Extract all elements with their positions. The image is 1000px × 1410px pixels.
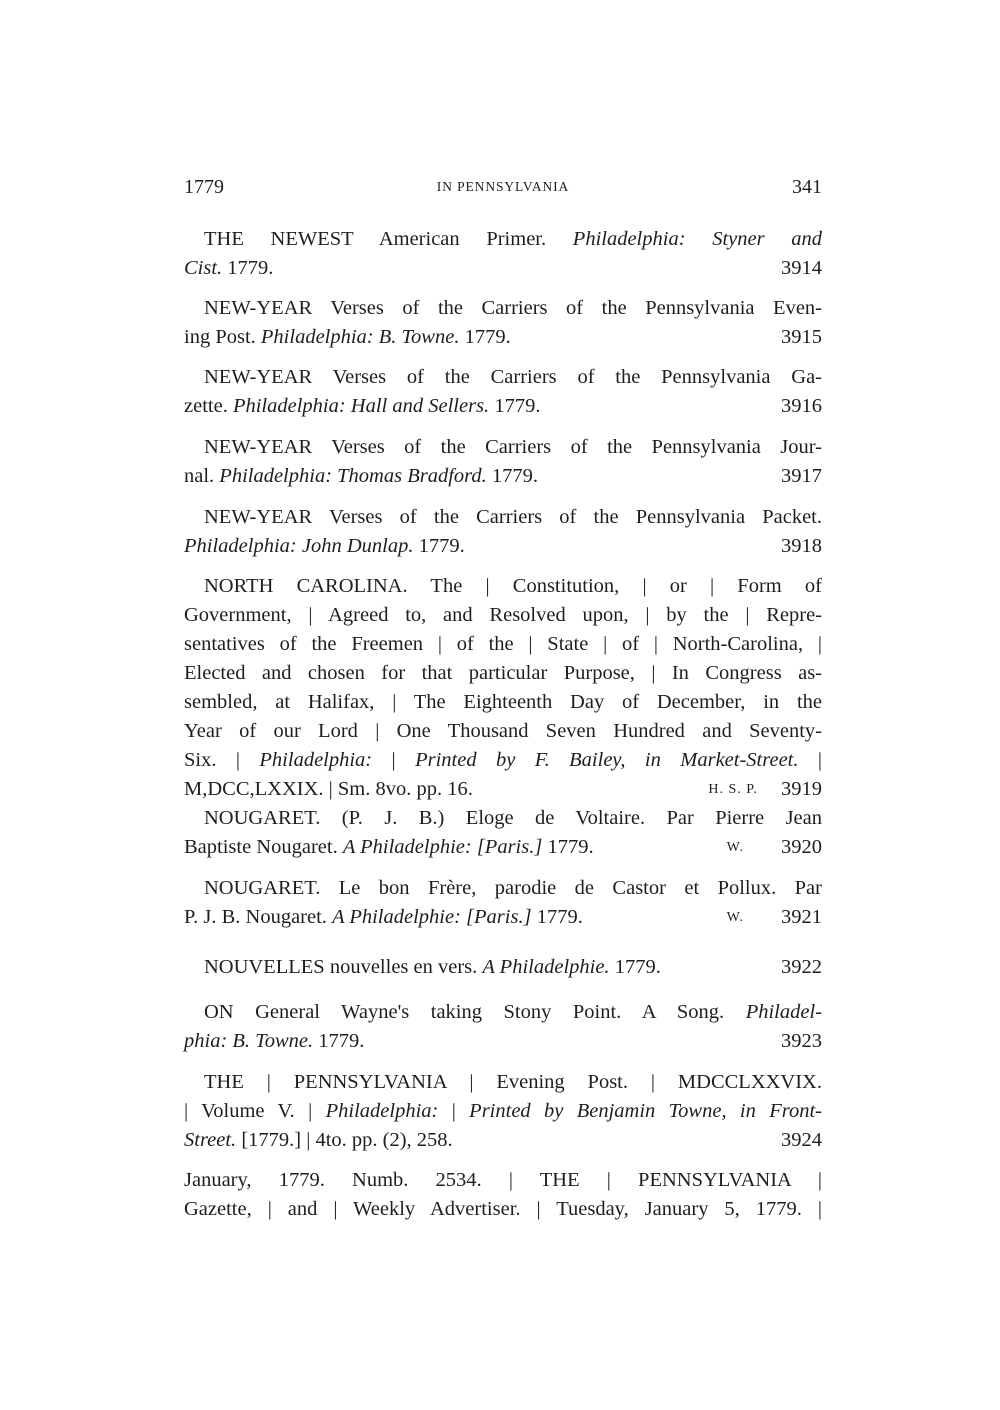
entry-number: 3914 [781, 257, 822, 279]
entry-line: THE | PENNSYLVANIA | Evening Post. | MDCCLXXVIX. [204, 1071, 822, 1093]
entry-number: 3917 [781, 465, 822, 487]
header-year: 1779 [184, 176, 224, 198]
entry-line: Cist. 1779. 3914 [184, 254, 822, 283]
bibliography-entry [184, 998, 822, 1056]
entry-line: Baptiste Nougaret. A Philadelphie: [Paris.] 1779. W. 3920 [184, 833, 822, 862]
entry-number: 3922 [781, 956, 822, 978]
entry-line: sentatives of the Freemen | of the | State | of | North-Carolina, | [184, 633, 822, 655]
entry-line: NEW-YEAR Verses of the Carriers of the Pennsylvania Ga- [204, 366, 822, 388]
bibliography-entry [184, 294, 822, 352]
bibliography-entry [184, 953, 822, 982]
entry-line: Street. [1779.] | 4to. pp. (2), 258. 3924 [184, 1126, 822, 1155]
entry-line: Gazette, | and | Weekly Advertiser. | Tuesday, January 5, 1779. | [184, 1198, 822, 1220]
entry-line: NEW-YEAR Verses of the Carriers of the Pennsylvania Jour- [204, 436, 822, 458]
entry-number: 3923 [781, 1030, 822, 1052]
entry-line: ing Post. Philadelphia: B. Towne. 1779. 3915 [184, 323, 822, 352]
library-code: H. S. P. [708, 782, 758, 797]
bibliography-entry [184, 572, 822, 804]
entry-line: nal. Philadelphia: Thomas Bradford. 1779. 3917 [184, 462, 822, 491]
entry-line: | Volume V. | Philadelphia: | Printed by Benjamin Towne, in Front- [184, 1100, 823, 1122]
entry-number: 3919 [781, 778, 822, 800]
entry-number: 3915 [781, 326, 822, 348]
entry-number: 3924 [781, 1129, 822, 1151]
entry-number: 3918 [781, 535, 822, 557]
running-title: IN PENNSYLVANIA [436, 179, 570, 194]
entry-line: NOUGARET. Le bon Frère, parodie de Castor et Pollux. Par [204, 877, 822, 899]
bibliography-entry [184, 804, 822, 862]
library-code: W. [726, 840, 744, 855]
entry-line: NEW-YEAR Verses of the Carriers of the Pennsylvania Even- [204, 297, 822, 319]
running-header [184, 176, 822, 206]
entry-line: P. J. B. Nougaret. A Philadelphie: [Paris.] 1779. W. 3921 [184, 903, 822, 932]
entry-number: 3916 [781, 395, 822, 417]
entry-line: Year of our Lord | One Thousand Seven Hundred and Seventy- [184, 720, 822, 742]
bibliography-entry [184, 503, 822, 561]
entry-line: NOUVELLES nouvelles en vers. A Philadelphie. 1779. 3922 [184, 953, 822, 982]
bibliography-entry [184, 363, 822, 421]
entry-line: Six. | Philadelphia: | Printed by F. Bailey, in Market-Street. | [184, 749, 822, 771]
entry-line: Philadelphia: John Dunlap. 1779. 3918 [184, 532, 822, 561]
entry-line: ON General Wayne's taking Stony Point. A Song. Philadel- [204, 1001, 822, 1023]
entry-line: THE NEWEST American Primer. Philadelphia: Styner and [204, 228, 823, 250]
entry-line: Elected and chosen for that particular Purpose, | In Congress as- [184, 662, 822, 684]
entry-line: phia: B. Towne. 1779. 3923 [184, 1027, 822, 1056]
entry-line: NEW-YEAR Verses of the Carriers of the Pennsylvania Packet. [204, 506, 822, 528]
entry-number: 3920 [781, 836, 822, 858]
entry-number: 3921 [781, 906, 822, 928]
entry-line: zette. Philadelphia: Hall and Sellers. 1779. 3916 [184, 392, 822, 421]
entry-line: January, 1779. Numb. 2534. | THE | PENNSYLVANIA | [184, 1169, 822, 1191]
entry-line: M,DCC,LXXIX. | Sm. 8vo. pp. 16. H. S. P. 3919 [184, 775, 822, 804]
entry-line: Government, | Agreed to, and Resolved upon, | by the | Repre- [184, 604, 822, 626]
library-code: W. [726, 910, 744, 925]
entry-line: sembled, at Halifax, | The Eighteenth Day of December, in the [184, 691, 822, 713]
bibliography-entry [184, 433, 822, 491]
bibliography-entry [184, 874, 822, 932]
bibliography-entry [184, 1068, 822, 1155]
page-number: 341 [792, 176, 822, 198]
bibliography-entry [184, 1166, 822, 1224]
entry-line: NOUGARET. (P. J. B.) Eloge de Voltaire. Par Pierre Jean [204, 807, 822, 829]
bibliography-entry [184, 225, 822, 283]
entry-line: NORTH CAROLINA. The | Constitution, | or | Form of [204, 575, 822, 597]
